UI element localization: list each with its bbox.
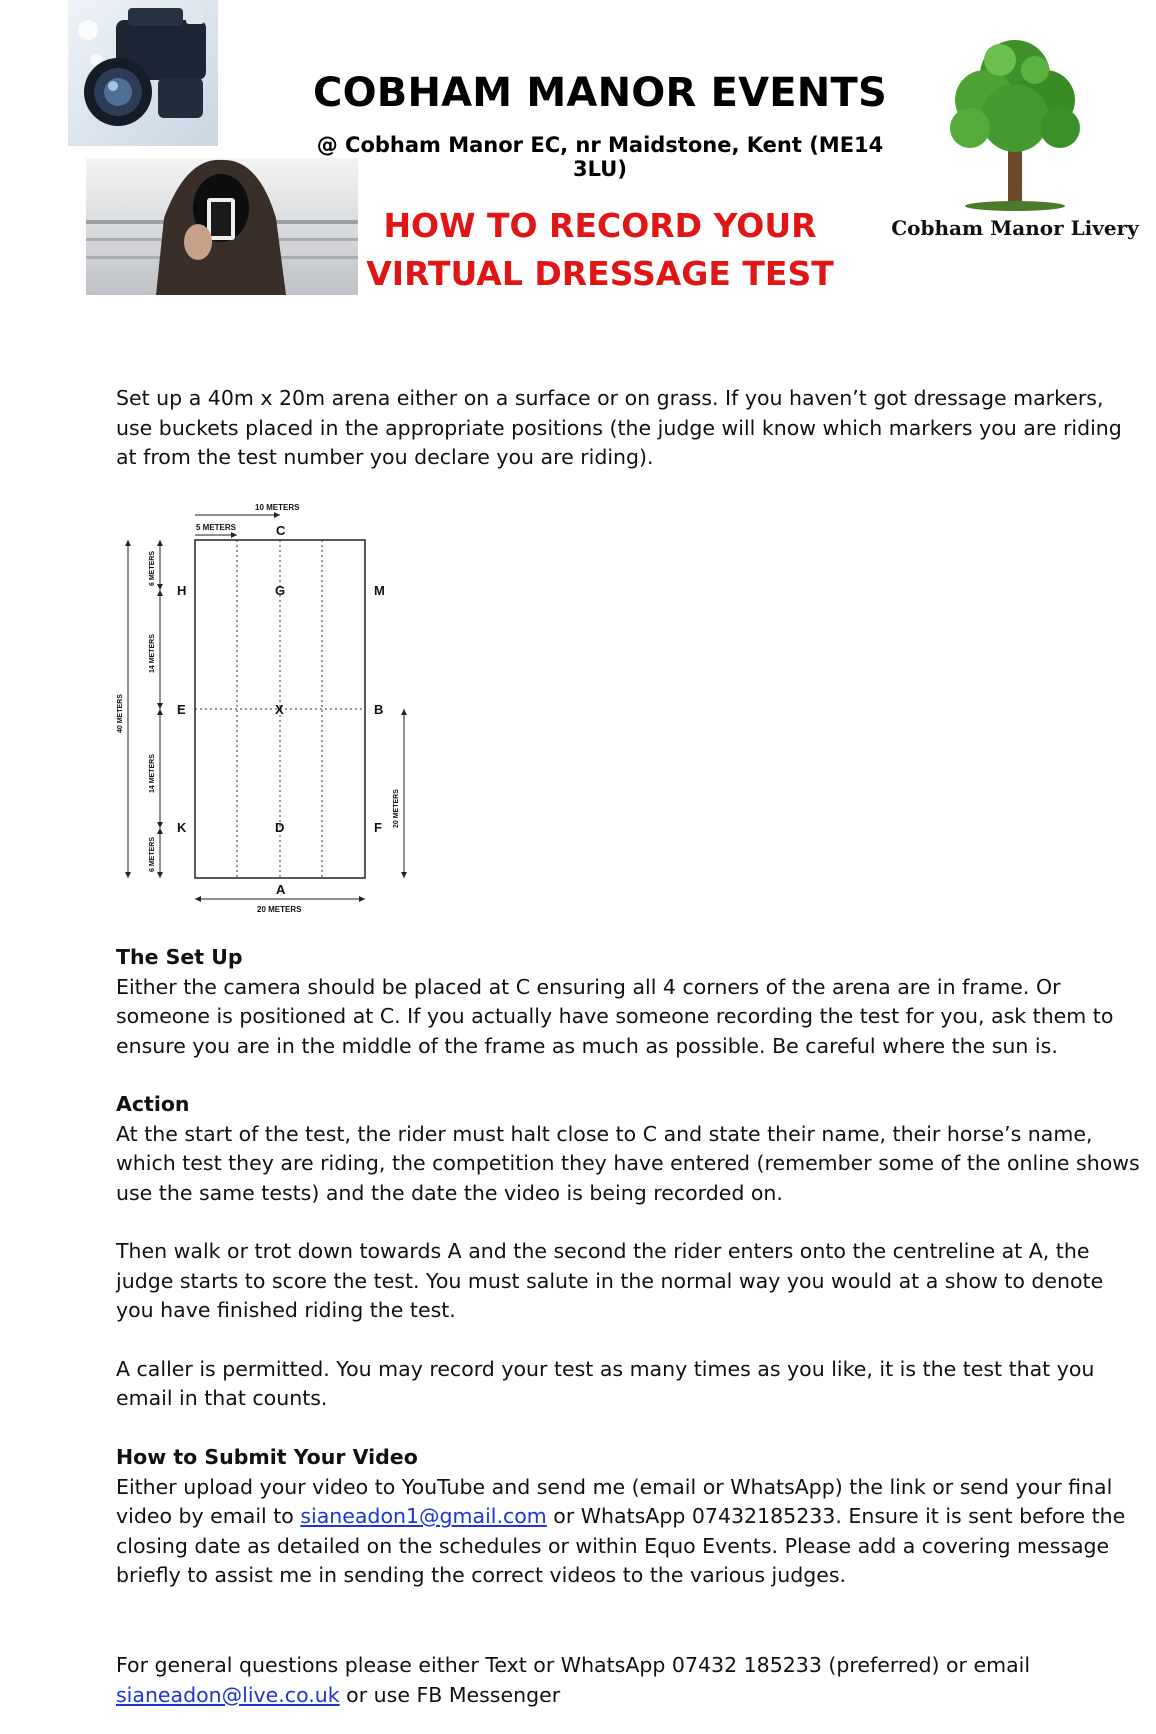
marker-g: G — [275, 583, 286, 598]
dim-40m-label: 40 METERS — [117, 694, 124, 733]
dim-6m-bottom-label: 6 METERS — [149, 836, 156, 872]
red-heading-line-1: HOW TO RECORD YOUR — [383, 206, 817, 245]
footer-email-link[interactable]: sianeadon@live.co.uk — [116, 1682, 340, 1707]
intro-paragraph: Set up a 40m x 20m arena either on a surface or on grass. If you haven’t got dressage markers, use buckets placed in the appropriate positions (the judge will know which markers you are riding at from the test number you declare you are riding). — [116, 386, 1122, 469]
submit-email-link[interactable]: sianeadon1@gmail.com — [300, 1504, 547, 1528]
livery-logo-text: Cobham Manor Livery — [891, 216, 1139, 240]
submit-text-after: or WhatsApp 07432185233. Ensure it is sent before the closing date as detailed on the schedules or within Equo Events. Please add a covering message briefly to assist me in sending the correct videos to the various judges. — [116, 1504, 1126, 1587]
setup-section — [116, 943, 1146, 1061]
dim-5m-label: 5 METERS — [196, 523, 237, 532]
submit-heading: How to Submit Your Video — [116, 1445, 418, 1469]
dim-20m-bottom-label: 20 METERS — [257, 905, 302, 914]
dim-14m-upper-label: 14 METERS — [149, 634, 156, 673]
video-camera-image — [68, 0, 218, 146]
marker-e: E — [177, 702, 186, 717]
footer-contact — [116, 1651, 1146, 1710]
dim-6m-top-label: 6 METERS — [149, 550, 156, 586]
action-paragraph-1: At the start of the test, the rider must halt close to C and state their name, their horse’s name, which test they are riding, the competition they have entered (remember some of the online shows use the same tests) and the date the video is being recorded on. — [116, 1121, 1140, 1205]
action-paragraph-2: Then walk or trot down towards A and the second the rider enters onto the centreline at A, the judge starts to score the test. You must salute in the normal way you would at a show to denote you have finished riding the test. — [116, 1239, 1104, 1322]
red-heading-line-2: VIRTUAL DRESSAGE TEST — [366, 254, 834, 293]
dim-20m-right-label: 20 METERS — [393, 789, 400, 828]
marker-f: F — [374, 820, 382, 835]
dressage-arena-diagram — [112, 498, 412, 916]
marker-m: M — [374, 583, 385, 598]
footer-text-before: For general questions please either Text or WhatsApp 07432 185233 (preferred) or email — [116, 1653, 1031, 1677]
action-paragraph-3: A caller is permitted. You may record your test as many times as you like, it is the test that you email in that counts. — [116, 1356, 1095, 1410]
marker-b: B — [374, 702, 384, 717]
submit-text — [116, 1473, 1146, 1591]
dim-14m-lower-label: 14 METERS — [149, 754, 156, 793]
tree-logo-image — [940, 30, 1090, 212]
footer-text-after: or use FB Messenger — [339, 1682, 561, 1707]
submit-section — [116, 1443, 1146, 1591]
marker-c: C — [276, 523, 286, 538]
marker-a: A — [276, 882, 286, 897]
marker-h: H — [177, 583, 187, 598]
dim-10m-label: 10 METERS — [255, 503, 300, 512]
setup-heading: The Set Up — [116, 945, 243, 969]
page-title: COBHAM MANOR EVENTS — [313, 70, 887, 116]
submit-text-before: Either upload your video to YouTube and send me (email or WhatsApp) the link or send your final video by email to — [116, 1474, 1113, 1528]
action-heading: Action — [116, 1092, 190, 1116]
marker-k: K — [177, 820, 187, 835]
marker-d: D — [275, 820, 285, 835]
venue-subtitle: @ Cobham Manor EC, nr Maidstone, Kent (ME14 3LU) — [316, 133, 884, 181]
setup-text: Either the camera should be placed at C ensuring all 4 corners of the arena are in frame. Or someone is positioned at C. If you actually have someone recording the test for you, ask them to ensure you are in the middle of the frame as much as possible. Be careful where the sun is. — [116, 974, 1114, 1058]
marker-x: X — [275, 702, 284, 717]
action-section — [116, 1090, 1146, 1414]
